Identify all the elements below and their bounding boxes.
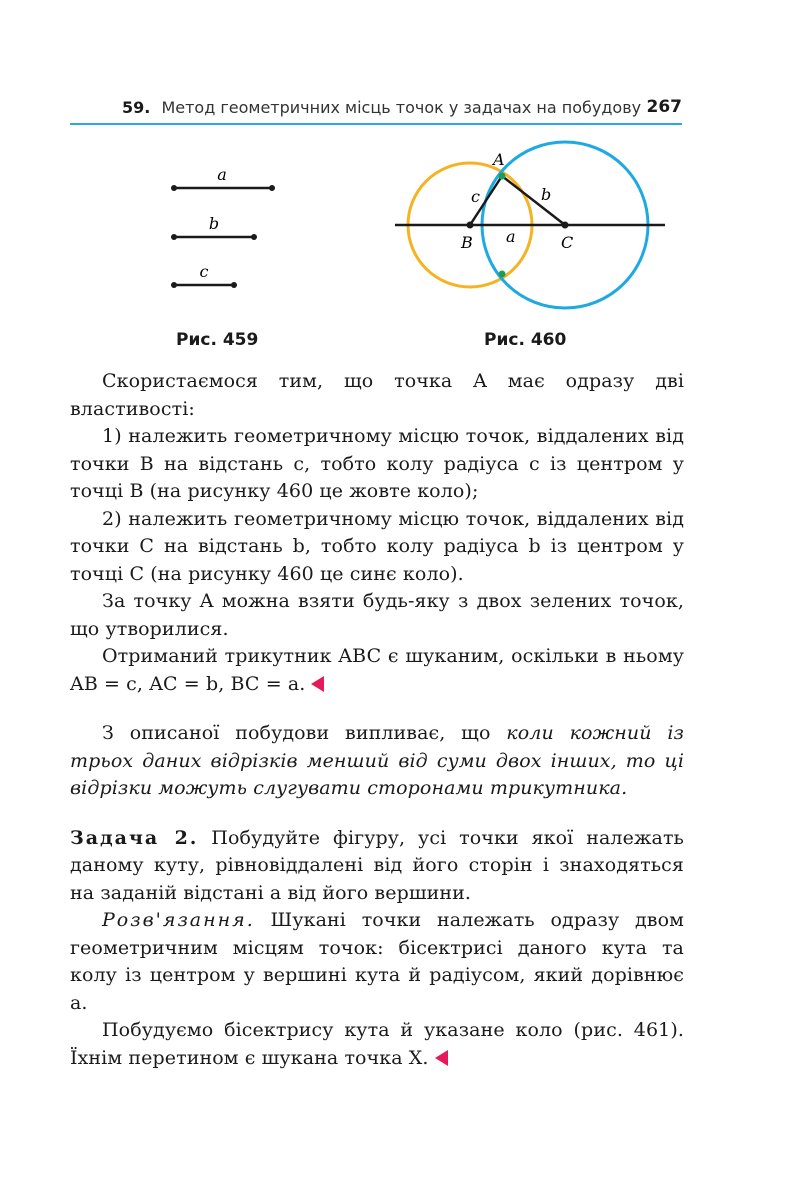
- label-side-b: b: [541, 185, 552, 204]
- paragraph-2: 1) належить геометричному місцю точок, віддалених від точки B на відстань c, тобто колу радіуса c із центром у точці B (на рисунку 460 це жовте коло);: [70, 425, 684, 502]
- section-number: 59.: [122, 97, 151, 117]
- paragraph-last-text: Побудуємо бісектрису кута й указане коло (рис. 461). Їхнім перетином є шукана точка X.: [70, 1019, 684, 1069]
- body-text: [70, 368, 684, 1072]
- point-b: [467, 222, 474, 229]
- segment-a: [171, 185, 275, 191]
- solution-text: Шукані точки належать одразу двом геометричним місцям точок: бісектрисі даного кута та колу із центром у вершині кута й радіусом, який дорівнює a.: [70, 909, 685, 1014]
- paragraph-1: Скористаємося тим, що точка A має одразу дві властивості:: [70, 370, 684, 420]
- paragraph-3: 2) належить геометричному місцю точок, віддалених від точки C на відстань b, тобто колу радіуса b із центром у точці C (на рисунку 460 це синє коло).: [70, 507, 684, 585]
- label-side-c: c: [471, 187, 480, 206]
- running-head: [70, 98, 641, 117]
- figure-460-caption: Рис. 460: [484, 330, 567, 350]
- paragraph-6: [70, 720, 684, 803]
- paragraph-5: [70, 643, 684, 698]
- end-of-solution-mark: [435, 1050, 448, 1066]
- label-b-point: B: [461, 233, 473, 252]
- green-point-top: [499, 173, 506, 180]
- paragraph-6-conclusion: коли кожний із трьох даних відрізків менший від суми двох інших, то ці відрізки можуть слугувати сторонами трикутника.: [70, 722, 684, 799]
- paragraph-4: За точку A можна взяти будь-яку з двох зелених точок, що утворилися.: [70, 590, 684, 640]
- paragraph-5-text: Отриманий трикутник ABC є шуканим, оскільки в ньому AB = c, AC = b, BC = a.: [70, 645, 684, 695]
- page-header: [70, 92, 682, 122]
- label-a-point: A: [493, 150, 505, 169]
- figure-460: [385, 140, 675, 320]
- segment-a-label: a: [217, 165, 227, 184]
- task-2: [70, 825, 684, 908]
- segment-b-label: b: [208, 214, 220, 233]
- paragraph-last: [70, 1017, 684, 1072]
- segment-c: [171, 282, 237, 288]
- section-title: Метод геометричних місць точок у задачах на побудову: [161, 97, 642, 117]
- label-side-a: a: [506, 227, 516, 246]
- segment-c-label: c: [199, 262, 209, 281]
- green-point-bottom: [499, 271, 506, 278]
- label-c-point: C: [561, 233, 574, 252]
- figure-459-caption: Рис. 459: [176, 330, 259, 350]
- paragraph-6-lead: З описаної побудови випливає, що: [102, 722, 491, 744]
- task-label: Задача 2.: [70, 826, 199, 849]
- task-text: Побудуйте фігуру, усі точки якої належать даному куту, рівновіддалені від його сторін і знаходяться на заданій відстані a від його вершини.: [70, 826, 684, 904]
- point-c: [562, 222, 569, 229]
- page-number: 267: [646, 97, 682, 117]
- figure-459: [160, 160, 290, 300]
- side-ac: [502, 176, 565, 225]
- solution-label: Розв'язання.: [102, 909, 255, 931]
- header-rule: [70, 123, 682, 125]
- end-of-proof-mark: [311, 676, 324, 692]
- segment-b: [171, 234, 257, 240]
- solution: [70, 907, 684, 1017]
